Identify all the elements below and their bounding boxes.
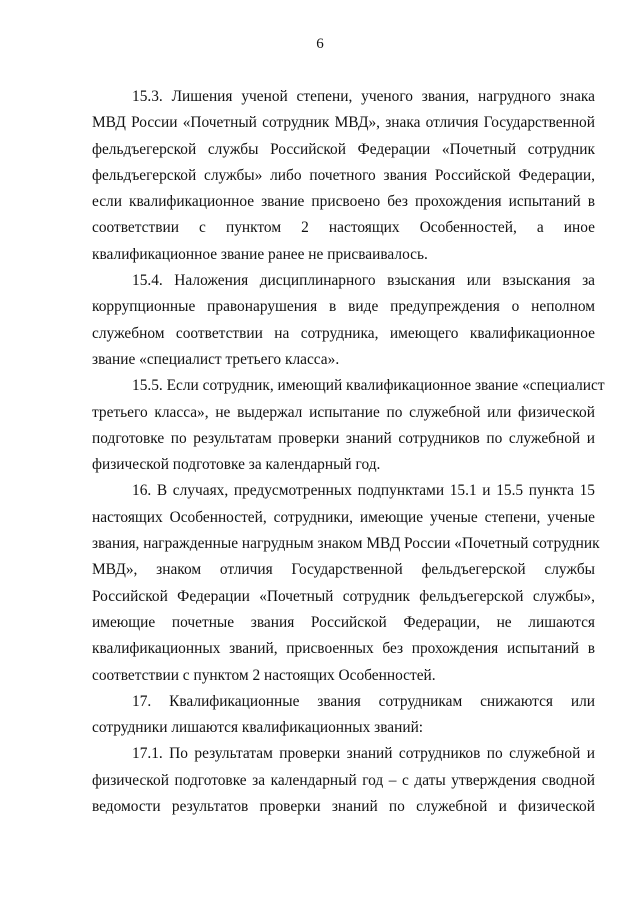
text-line: фельдъегерской службы Российской Федерации «Почетный сотрудник [92, 140, 595, 158]
text-line: соответствии с пунктом 2 настоящих Особенностей. [92, 666, 436, 684]
text-line: 17.1. По результатам проверки знаний сотрудников по служебной и [132, 745, 595, 763]
text-line: если квалификационное звание присвоено без прохождения испытаний в [92, 193, 595, 211]
text-line: квалификационное звание ранее не присваивалось. [92, 245, 428, 263]
text-line: МВД», знаком отличия Государственной фельдъегерской службы [92, 561, 595, 579]
page-number: 6 [316, 36, 324, 52]
paragraph-16 [92, 478, 600, 688]
text-line: фельдъегерской службы» либо почетного звания Российской Федерации, [92, 166, 595, 184]
paragraph-17 [92, 689, 595, 742]
document-body [92, 84, 605, 820]
text-line: 15.3. Лишения ученой степени, ученого звания, нагрудного знака [132, 88, 595, 105]
text-line: служебном соответствии на сотрудника, имеющего квалификационное [92, 324, 595, 342]
text-line: физической подготовке за календарный год – с даты утверждения сводной [92, 771, 595, 789]
text-line: 15.4. Наложения дисциплинарного взыскания или взыскания за [132, 272, 595, 290]
text-line: звание «специалист третьего класса». [92, 350, 340, 368]
text-line: квалификационных званий, присвоенных без прохождения испытаний в [92, 640, 595, 658]
text-line: МВД России «Почетный сотрудник МВД», знака отличия Государственной [92, 114, 595, 132]
text-line: третьего класса», не выдержал испытание по служебной или физической [92, 403, 595, 421]
text-line: ведомости результатов проверки знаний по служебной и физической [92, 798, 595, 816]
text-line: 16. В случаях, предусмотренных подпунктами 15.1 и 15.5 пункта 15 [132, 482, 595, 500]
paragraph-17-1 [92, 741, 595, 820]
text-line: настоящих Особенностей, сотрудники, имеющие ученые степени, ученые [92, 508, 595, 526]
text-line: звания, награжденные нагрудным знаком МВД России «Почетный сотрудник [92, 535, 600, 553]
text-line: соответствии с пунктом 2 настоящих Особенностей, а иное [92, 219, 595, 237]
text-line: 15.5. Если сотрудник, имеющий квалификационное звание «специалист [132, 377, 605, 395]
text-line: коррупционные правонарушения в виде предупреждения о неполном [92, 298, 595, 316]
text-line: имеющие почетные звания Российской Федерации, не лишаются [92, 613, 595, 631]
text-line: подготовке по результатам проверки знаний сотрудников по служебной и [92, 429, 595, 447]
text-line: Российской Федерации «Почетный сотрудник фельдъегерской службы», [92, 587, 595, 605]
paragraph-15-3 [92, 84, 595, 268]
paragraph-15-4 [92, 268, 595, 373]
text-line: 17. Квалификационные звания сотрудникам снижаются или [132, 692, 595, 710]
paragraph-15-5 [92, 373, 605, 478]
text-line: сотрудники лишаются квалификационных званий: [92, 719, 424, 737]
text-line: физической подготовке за календарный год. [92, 456, 381, 474]
